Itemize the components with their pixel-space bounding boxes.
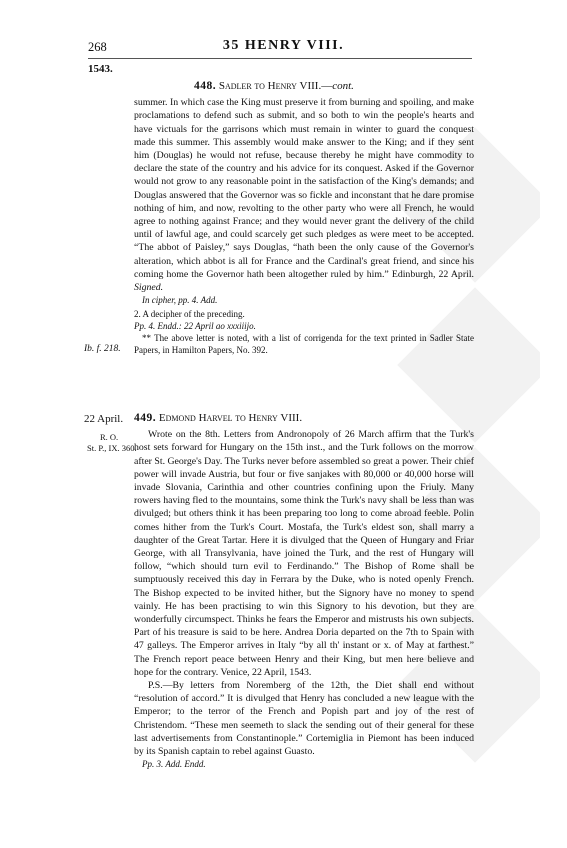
entry-449-ps: P.S.—By letters from Noremberg of the 12th, the Diet shall end without “resolution of accord.” It is divulged that Henry has concluded a new league with the Emperor; to the terror of the French and Popish part and joy of the rest of Christendom. “These men seemeth to slack the sending out of their general for these last advertisements from Constantinople.” Cortemiglia in Piemont has been induced by its Spanish captain to rebel against Guasto. [134,680,474,758]
entry-448-note: *⁠⁠* The above letter is noted, with a list of corrigenda for the text printed in Sadler State Papers, in Hamilton Papers, No. 392. [134,333,474,356]
ref-2: St. P., IX. 360. [87,443,137,453]
ref-1: R. O. [100,432,119,442]
entry-449-pp: Pp. 3. Add. Endd. [142,759,206,770]
entry-448 [134,80,474,356]
date-margin: 22 April. [84,413,124,425]
entry-449-body: Wrote on the 8th. Letters from Andronopoly of 26 March affirm that the Turk's host sets forward for Hungary on the 15th inst., and the Turk follows on the morrow after St. George's Day. The Turks never before assembled so great a power. Their chief power will invade Austria, but four or five sanjakes with 80,000 or 40,000 horse will invade Slovania, Carinthia and other countries confining upon the Friuly. Many rowers having fled to the mountains, some think the Turk's navy shall be less than was divulged; but others think it has been preparing too long to come abroad feeble. Polin comes hither from the Turk's Court. Mostafa, the Turk's eldest son, shall marry a daughter of the Great Tartar. Here it is divulged that the Queen of Hungary and Friar George, with all Transylvania, have joined the Turk, and the rest of Hungary will follow, “which should turn evil to Ferdinando.” The Bishop of Rome shall be sumptuously received this day in Ferrara by the Duke, who is noted openly French. The Bishop expected to be invited hither, but the Signory have no money to spend vainly. He has been practising to win this Signory to his devotion, but they are wonderfully circumspect. Thinks he fears the Emperor and mistrusts his own subjects. Part of his treasure is said to be here. Andrea Doria departed on the 7th to Spain with 47 galleys. The Emperor arrives in Italy “by all th' instant or x. of May at farthest.” The French report peace between Henry and their King, but men here believe and hope for the contrary. Venice, 22 April, 1543. [134,429,474,678]
entry-448-item-2-pp: Pp. 4. Endd.: 22 April ao xxxiiijo. [134,321,256,332]
ref-margin: Ib. f. 218. [84,344,121,354]
entry-448-cipher: In cipher, pp. 4. Add. [142,295,218,306]
entry-448-item-2: 2. A decipher of the preceding. [134,309,245,320]
entry-448-body: summer. In which case the King must preserve it from burning and spoiling, and make proclamations to defend such as submit, and so both to win the people's hearts and have victuals for the garrisons which must remain in winter to guard the conquest made this summer. This assembly would make answer to the King; and if they sent him (Douglas) he would not refuse, because thereby he might have commodity to declare the state of the country and his advice for its conquest. Asked if the Governor would not grow to any reasonable point in the satisfaction of the King's demands; and Douglas answered that the Governor was so fickle and inconstant that he dare promise nothing of him, and now, revolting to the other party who were all French, he would agree to nothing against France; and they would never grant the delivery of the child until of lawful age, and could scarcely get such pledges as were meet to be accepted. “The abbot of Paisley,” says Douglas, “hath been the only cause of the Governor's alteration, which abbot is all for France and the Cardinal's great friend, and since his coming home the Governor hath been altogether ruled by him.” Edinburgh, 22 April. Signed. [134,97,474,294]
running-title: 35 HENRY VIII. [222,38,345,53]
entry-449-heading: 449. Edmond Harvel to Henry VIII. [134,412,303,424]
entry-448-heading: 448. Sadler to Henry VIII.—cont. [194,80,354,92]
page-number: 268 [88,40,107,54]
entry-449 [134,412,474,770]
header-rule [88,58,472,59]
year-margin: 1543. [88,63,113,75]
